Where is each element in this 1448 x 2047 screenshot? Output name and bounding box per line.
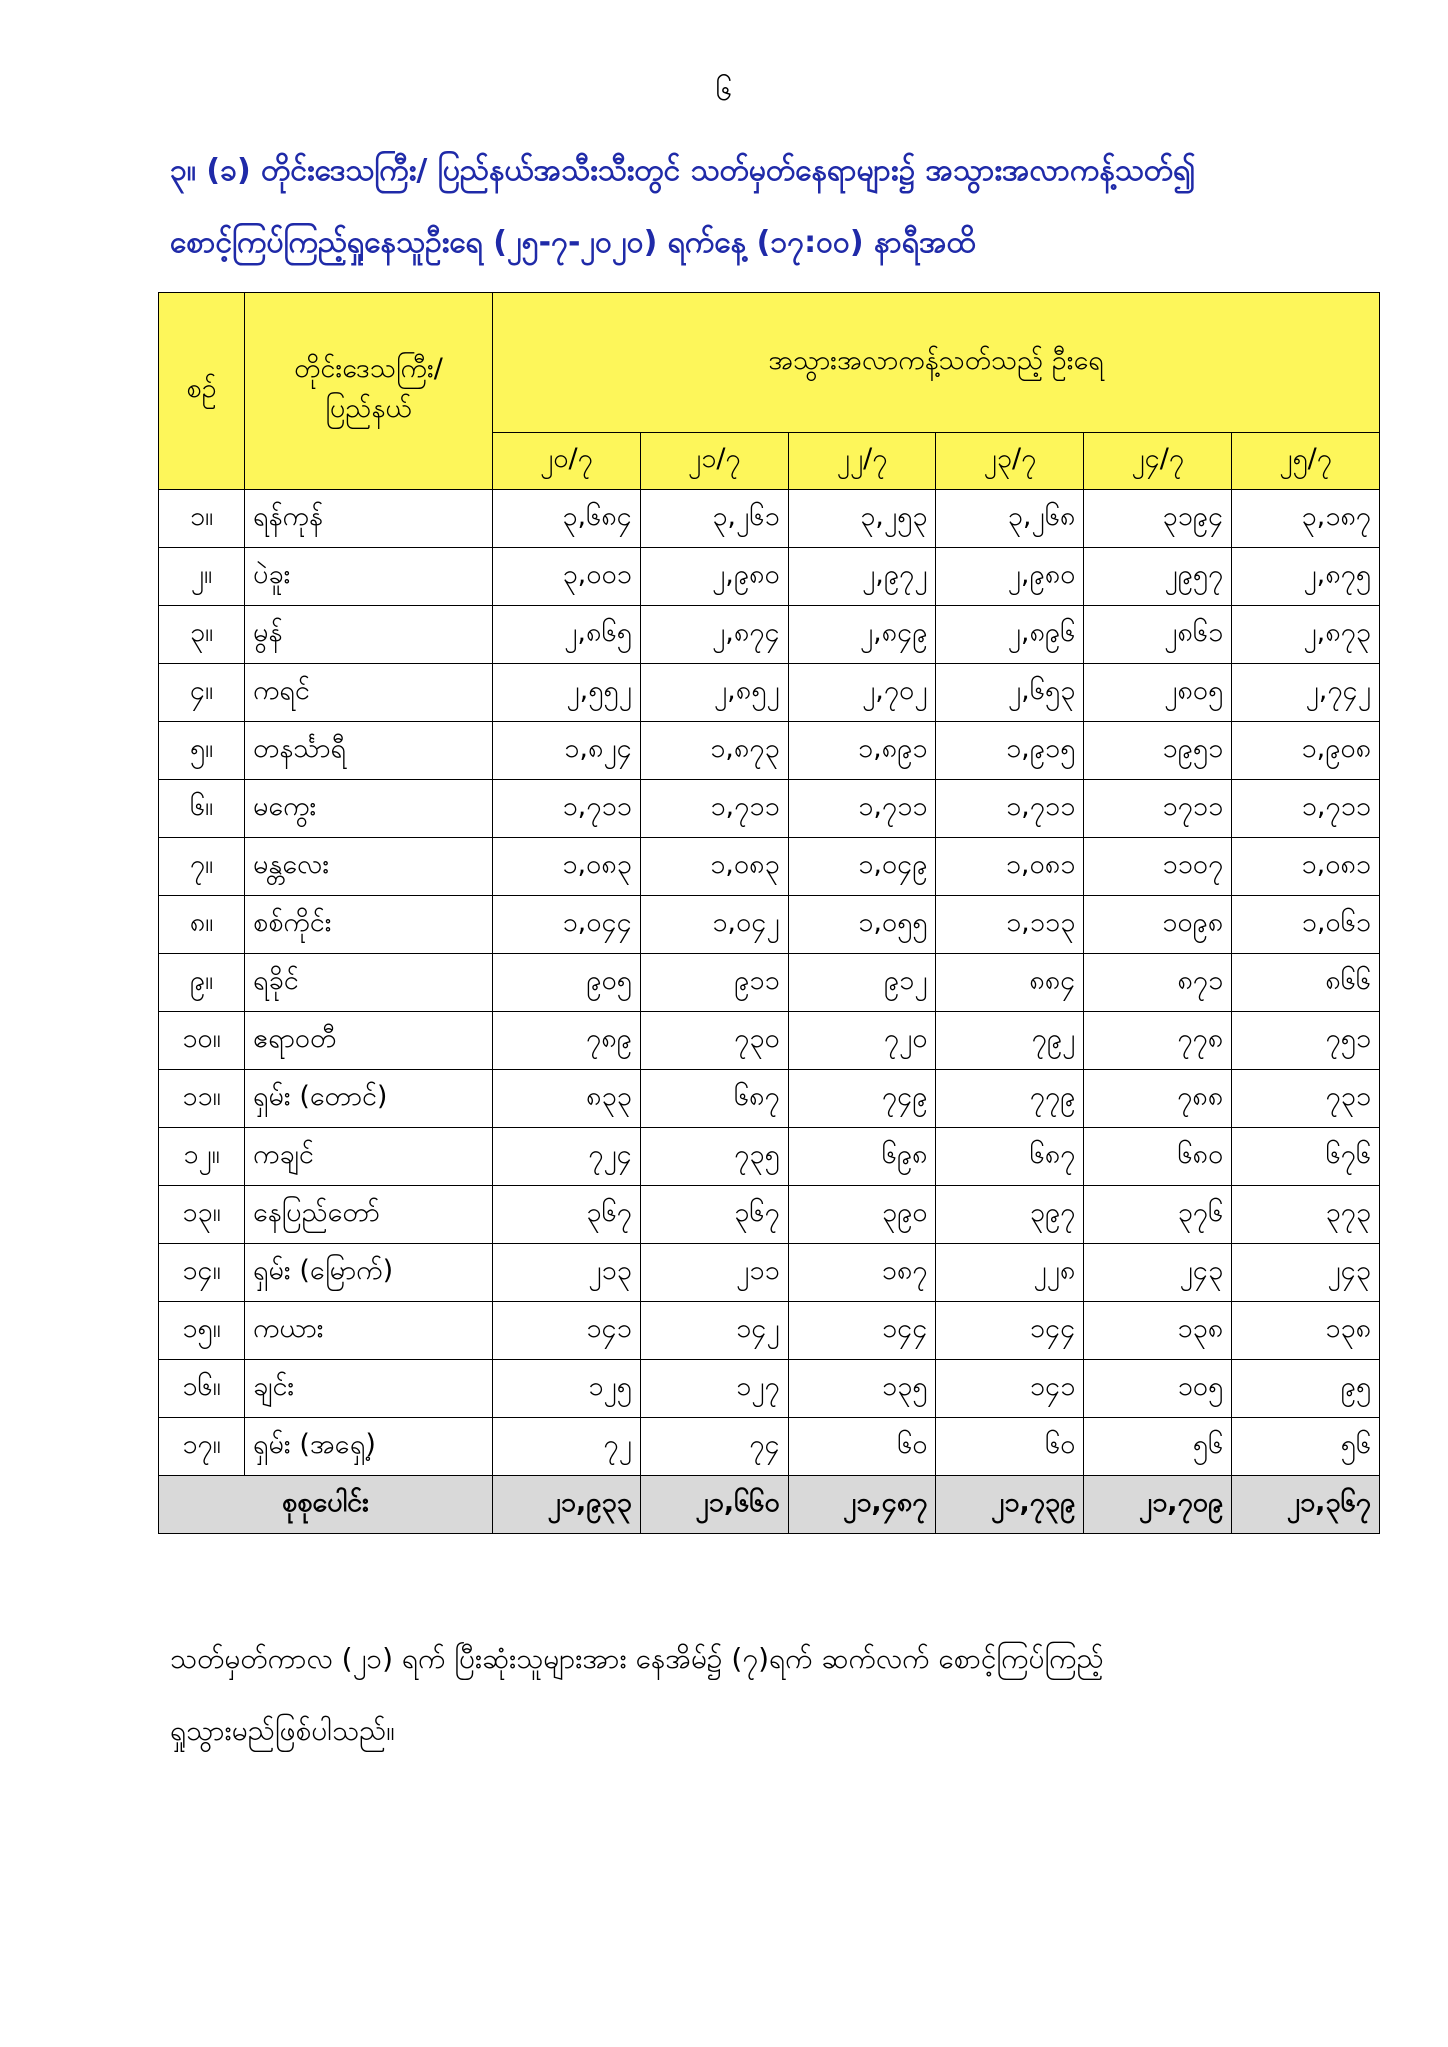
cell-value: ၃,၂၅၃: [788, 490, 936, 548]
cell-value: ၇၇၈: [1084, 1012, 1232, 1070]
row-number: ၁၆။: [159, 1360, 245, 1418]
cell-value: ၃,၂၆၁: [640, 490, 788, 548]
footnote-line-1: သတ်မှတ်ကာလ (၂၁) ရက် ပြီးဆုံးသူများအား နေအိမ်၌ (၇)ရက် ဆက်လက် စောင့်ကြပ်ကြည့်: [170, 1642, 1104, 1675]
cell-value: ၇၂: [493, 1418, 641, 1476]
cell-value: ၂,၇၀၂: [788, 664, 936, 722]
cell-value: ၈၃၃: [493, 1070, 641, 1128]
cell-value: ၈၆၆: [1232, 954, 1380, 1012]
cell-value: ၁,၀၄၉: [788, 838, 936, 896]
header-date: ၂၅/၇: [1232, 433, 1380, 490]
cell-value: ၉၁၂: [788, 954, 936, 1012]
cell-value: ၁,၉၁၅: [936, 722, 1084, 780]
row-number: ၆။: [159, 780, 245, 838]
page-title-line-1: ၃။ (ခ) တိုင်းဒေသကြီး/ ပြည်နယ်အသီးသီးတွင် သတ်မှတ်နေရာများ၌ အသွားအလာကန့်သတ်၍: [170, 153, 1196, 188]
cell-value: ၇၈၈: [1084, 1070, 1232, 1128]
table-row: [159, 1418, 1380, 1476]
table-row: [159, 1012, 1380, 1070]
cell-value: ၁၁၀၇: [1084, 838, 1232, 896]
total-row: [159, 1476, 1380, 1534]
row-number: ၁၇။: [159, 1418, 245, 1476]
total-value: ၂၁,၇၀၉: [1084, 1476, 1232, 1534]
cell-value: ၂,၈၅၂: [640, 664, 788, 722]
region-name: စစ်ကိုင်း: [245, 896, 493, 954]
row-number: ၁၁။: [159, 1070, 245, 1128]
region-name: ရှမ်း (အရှေ့): [245, 1418, 493, 1476]
cell-value: ၂,၈၇၄: [640, 606, 788, 664]
cell-value: ၁,၀၈၃: [640, 838, 788, 896]
table-row: [159, 1186, 1380, 1244]
region-name: ကချင်: [245, 1128, 493, 1186]
cell-value: ၁,၀၄၄: [493, 896, 641, 954]
region-name: မန္တလေး: [245, 838, 493, 896]
table-row: [159, 1302, 1380, 1360]
row-number: ၄။: [159, 664, 245, 722]
table-row: [159, 1070, 1380, 1128]
header-date: ၂၀/၇: [493, 433, 641, 490]
cell-value: ၂,၆၅၃: [936, 664, 1084, 722]
cell-value: ၂,၈၇၅: [1232, 548, 1380, 606]
table-row: [159, 548, 1380, 606]
row-number: ၇။: [159, 838, 245, 896]
table-row: [159, 838, 1380, 896]
page-title-line-2: စောင့်ကြပ်ကြည့်ရှုနေသူဦးရေ (၂၅-၇-၂၀၂၀) ရက်နေ့ (၁၇:၀၀) နာရီအထိ: [170, 225, 976, 260]
cell-value: ၃၆၇: [640, 1186, 788, 1244]
cell-value: ၂,၈၄၉: [788, 606, 936, 664]
cell-value: ၁၄၁: [936, 1360, 1084, 1418]
cell-value: ၆၉၈: [788, 1128, 936, 1186]
total-value: ၂၁,၄၈၇: [788, 1476, 936, 1534]
row-number: ၁၀။: [159, 1012, 245, 1070]
table-row: [159, 490, 1380, 548]
cell-value: ၈၇၁: [1084, 954, 1232, 1012]
table-row: [159, 780, 1380, 838]
cell-value: ၁၂၇: [640, 1360, 788, 1418]
cell-value: ၅၆: [1084, 1418, 1232, 1476]
cell-value: ၆၈၀: [1084, 1128, 1232, 1186]
header-date: ၂၄/၇: [1084, 433, 1232, 490]
row-number: ၂။: [159, 548, 245, 606]
cell-value: ၁,၇၁၁: [493, 780, 641, 838]
cell-value: ၁၄၁: [493, 1302, 641, 1360]
cell-value: ၆၇၆: [1232, 1128, 1380, 1186]
cell-value: ၇၉၂: [936, 1012, 1084, 1070]
cell-value: ၁,၀၅၅: [788, 896, 936, 954]
cell-value: ၁,၇၁၁: [1232, 780, 1380, 838]
quarantine-table: [158, 292, 1380, 1534]
cell-value: ၇၃၅: [640, 1128, 788, 1186]
cell-value: ၇၅၁: [1232, 1012, 1380, 1070]
cell-value: ၇၃၁: [1232, 1070, 1380, 1128]
region-name: ရခိုင်: [245, 954, 493, 1012]
cell-value: ၁၈၇: [788, 1244, 936, 1302]
cell-value: ၁၉၅၁: [1084, 722, 1232, 780]
cell-value: ၅၆: [1232, 1418, 1380, 1476]
region-name: ကရင်: [245, 664, 493, 722]
cell-value: ၂,၉၇၂: [788, 548, 936, 606]
cell-value: ၁,၇၁၁: [936, 780, 1084, 838]
cell-value: ၁,၀၈၁: [1232, 838, 1380, 896]
cell-value: ၂,၉၈၀: [936, 548, 1084, 606]
cell-value: ၂၁၃: [493, 1244, 641, 1302]
cell-value: ၁၇၁၁: [1084, 780, 1232, 838]
header-date: ၂၂/၇: [788, 433, 936, 490]
cell-value: ၆၀: [936, 1418, 1084, 1476]
region-name: ရှမ်း (တောင်): [245, 1070, 493, 1128]
cell-value: ၁၀၅: [1084, 1360, 1232, 1418]
cell-value: ၇၇၉: [936, 1070, 1084, 1128]
cell-value: ၁,၀၄၂: [640, 896, 788, 954]
header-group: အသွားအလာကန့်သတ်သည့် ဦးရေ: [493, 293, 1380, 433]
region-name: ချင်း: [245, 1360, 493, 1418]
cell-value: ၁,၇၁၁: [788, 780, 936, 838]
cell-value: ၂,၈၉၆: [936, 606, 1084, 664]
cell-value: ၁,၀၈၃: [493, 838, 641, 896]
row-number: ၃။: [159, 606, 245, 664]
cell-value: ၂,၈၇၃: [1232, 606, 1380, 664]
region-name: ပဲခူး: [245, 548, 493, 606]
cell-value: ၁၃၅: [788, 1360, 936, 1418]
cell-value: ၁,၁၁၃: [936, 896, 1084, 954]
footnote-line-2: ရှုသွားမည်ဖြစ်ပါသည်။: [170, 1714, 395, 1747]
row-number: ၁၃။: [159, 1186, 245, 1244]
cell-value: ၇၄: [640, 1418, 788, 1476]
cell-value: ၃,၆၈၄: [493, 490, 641, 548]
region-name: တနင်္သာရီ: [245, 722, 493, 780]
cell-value: ၆၀: [788, 1418, 936, 1476]
cell-value: ၃,၀၀၁: [493, 548, 641, 606]
cell-value: ၇၂၄: [493, 1128, 641, 1186]
cell-value: ၆၈၇: [640, 1070, 788, 1128]
cell-value: ၁,၈၇၃: [640, 722, 788, 780]
page-number: ၆: [715, 73, 733, 108]
cell-value: ၂၂၈: [936, 1244, 1084, 1302]
cell-value: ၂၈၆၁: [1084, 606, 1232, 664]
table-row: [159, 896, 1380, 954]
header-date: ၂၁/၇: [640, 433, 788, 490]
total-value: ၂၁,၇၃၉: [936, 1476, 1084, 1534]
region-name: မွန်: [245, 606, 493, 664]
cell-value: ၂,၉၈၀: [640, 548, 788, 606]
cell-value: ၉၀၅: [493, 954, 641, 1012]
region-name: ကယား: [245, 1302, 493, 1360]
row-number: ၅။: [159, 722, 245, 780]
cell-value: ၉၅: [1232, 1360, 1380, 1418]
cell-value: ၁,၀၆၁: [1232, 896, 1380, 954]
header-region: တိုင်းဒေသကြီး/ ပြည်နယ်: [245, 293, 493, 490]
cell-value: ၁,၈၉၁: [788, 722, 936, 780]
cell-value: ၃၉၀: [788, 1186, 936, 1244]
region-name: ဧရာဝတီ: [245, 1012, 493, 1070]
cell-value: ၂၄၃: [1232, 1244, 1380, 1302]
row-number: ၁၅။: [159, 1302, 245, 1360]
cell-value: ၁၃၈: [1232, 1302, 1380, 1360]
region-name: ရှမ်း (မြောက်): [245, 1244, 493, 1302]
cell-value: ၂,၈၆၅: [493, 606, 641, 664]
table-row: [159, 606, 1380, 664]
cell-value: ၃၇၃: [1232, 1186, 1380, 1244]
total-value: ၂၁,၉၃၃: [493, 1476, 641, 1534]
row-number: ၁၂။: [159, 1128, 245, 1186]
cell-value: ၃၉၇: [936, 1186, 1084, 1244]
cell-value: ၁,၉၀၈: [1232, 722, 1380, 780]
cell-value: ၁၄၄: [936, 1302, 1084, 1360]
cell-value: ၂,၇၄၂: [1232, 664, 1380, 722]
cell-value: ၂၄၃: [1084, 1244, 1232, 1302]
region-name: မကွေး: [245, 780, 493, 838]
cell-value: ၂၈၀၅: [1084, 664, 1232, 722]
cell-value: ၂,၅၅၂: [493, 664, 641, 722]
cell-value: ၇၈၉: [493, 1012, 641, 1070]
total-value: ၂၁,၆၆၀: [640, 1476, 788, 1534]
cell-value: ၂၁၁: [640, 1244, 788, 1302]
table-row: [159, 1128, 1380, 1186]
cell-value: ၈၈၄: [936, 954, 1084, 1012]
cell-value: ၁၄၄: [788, 1302, 936, 1360]
row-number: ၉။: [159, 954, 245, 1012]
cell-value: ၇၂၀: [788, 1012, 936, 1070]
table-row: [159, 664, 1380, 722]
table-row: [159, 954, 1380, 1012]
cell-value: ၂၉၅၇: [1084, 548, 1232, 606]
region-name: ရန်ကုန်: [245, 490, 493, 548]
cell-value: ၁၀၉၈: [1084, 896, 1232, 954]
table-row: [159, 1244, 1380, 1302]
region-name: နေပြည်တော်: [245, 1186, 493, 1244]
cell-value: ၃,၁၈၇: [1232, 490, 1380, 548]
cell-value: ၁၃၈: [1084, 1302, 1232, 1360]
row-number: ၁။: [159, 490, 245, 548]
cell-value: ၃၇၆: [1084, 1186, 1232, 1244]
table-row: [159, 1360, 1380, 1418]
cell-value: ၇၄၉: [788, 1070, 936, 1128]
cell-value: ၉၁၁: [640, 954, 788, 1012]
row-number: ၁၄။: [159, 1244, 245, 1302]
header-date: ၂၃/၇: [936, 433, 1084, 490]
cell-value: ၁,၀၈၁: [936, 838, 1084, 896]
cell-value: ၁၄၂: [640, 1302, 788, 1360]
cell-value: ၃,၂၆၈: [936, 490, 1084, 548]
total-label: စုစုပေါင်း: [159, 1476, 493, 1534]
cell-value: ၆၈၇: [936, 1128, 1084, 1186]
cell-value: ၁,၈၂၄: [493, 722, 641, 780]
cell-value: ၁,၇၁၁: [640, 780, 788, 838]
cell-value: ၁၂၅: [493, 1360, 641, 1418]
row-number: ၈။: [159, 896, 245, 954]
cell-value: ၇၃၀: [640, 1012, 788, 1070]
cell-value: ၃၁၉၄: [1084, 490, 1232, 548]
cell-value: ၃၆၇: [493, 1186, 641, 1244]
total-value: ၂၁,၃၆၇: [1232, 1476, 1380, 1534]
table-row: [159, 722, 1380, 780]
header-no: စဉ်: [159, 293, 245, 490]
